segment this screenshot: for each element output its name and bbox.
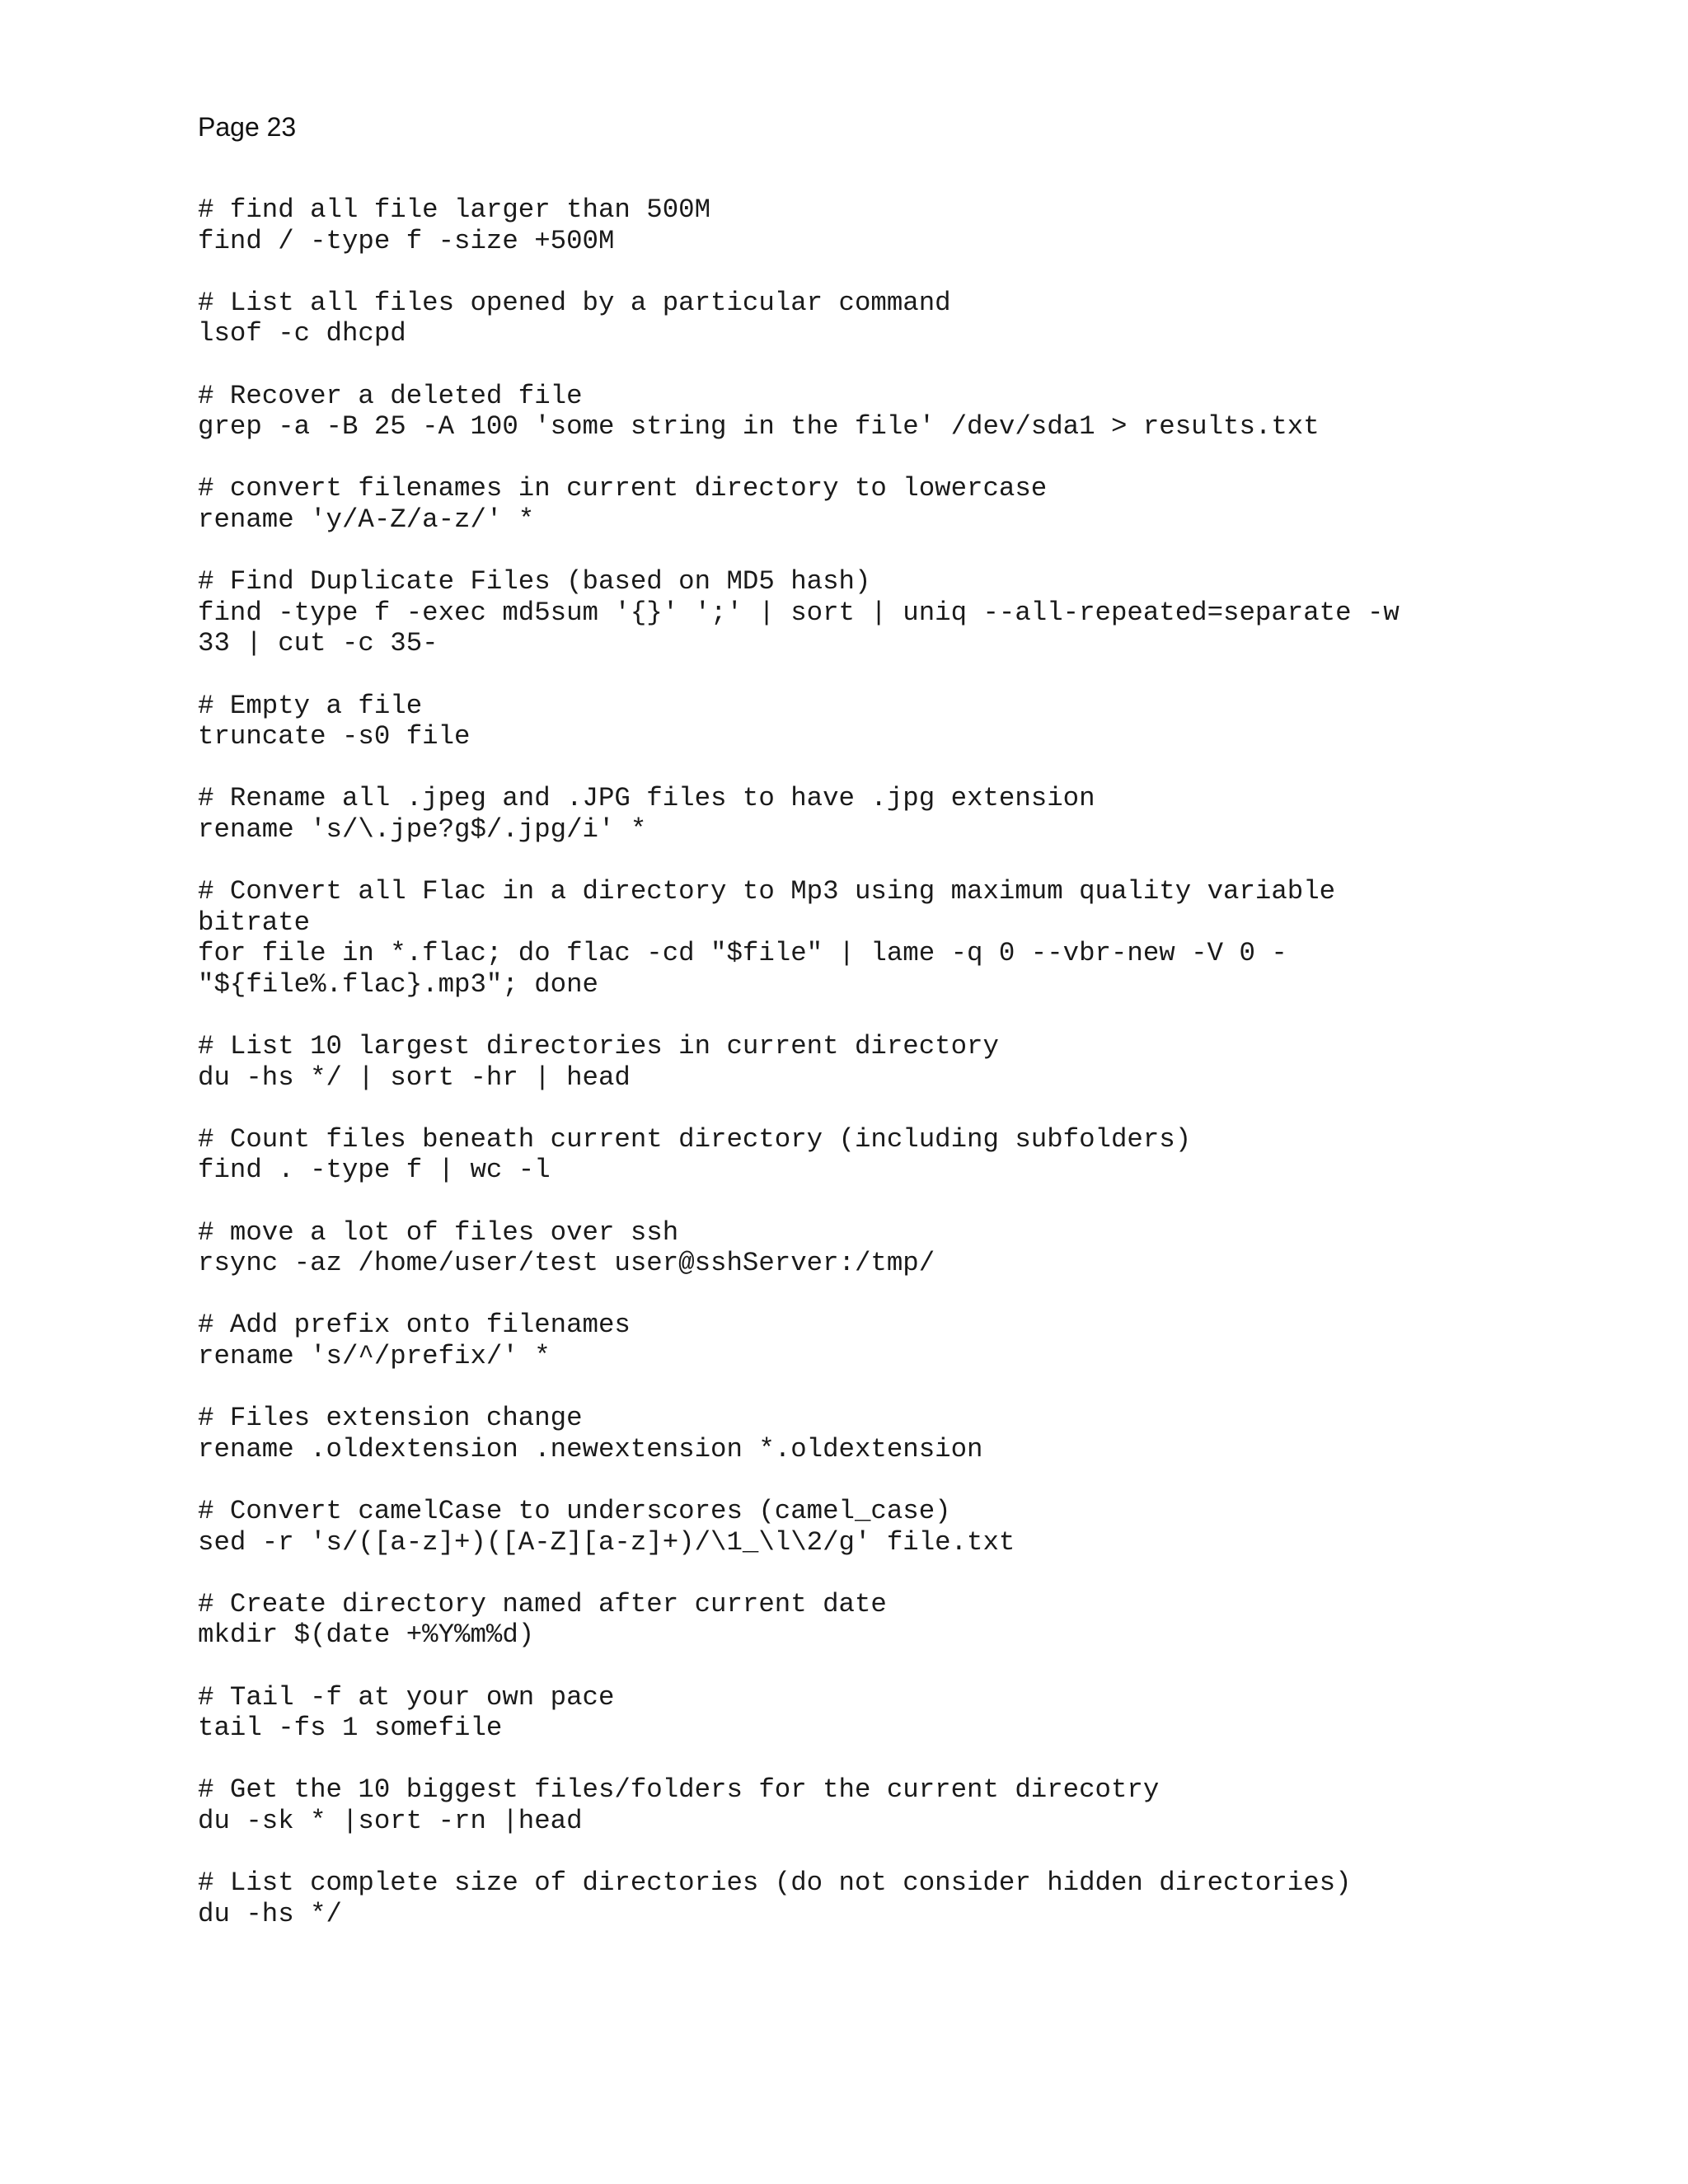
snippet-command: tail -fs 1 somefile	[198, 1713, 503, 1744]
snippet-command: rename 's/^/prefix/' *	[198, 1340, 551, 1371]
snippet-comment: # Empty a file	[198, 690, 423, 721]
snippet-comment-continued: bitrate	[198, 907, 311, 938]
snippet-comment: # List all files opened by a particular command	[198, 287, 951, 318]
snippet-command: grep -a -B 25 -A 100 'some string in the file' /dev/sda1 > results.txt	[198, 411, 1320, 443]
snippet	[198, 1682, 1648, 1744]
page-number-header: Page 23	[198, 112, 297, 142]
snippet-comment: # Count files beneath current directory (including subfolders)	[198, 1123, 1192, 1155]
snippet-command: find / -type f -size +500M	[198, 225, 615, 256]
snippet	[198, 1403, 1648, 1465]
snippet-comment: # move a lot of files over ssh	[198, 1216, 679, 1248]
snippet-comment: # List 10 largest directories in current directory	[198, 1031, 999, 1062]
snippet	[198, 566, 1648, 659]
snippet-command: rsync -az /home/user/test user@sshServer:/tmp/	[198, 1248, 935, 1279]
snippet-command: mkdir $(date +%Y%m%d)	[198, 1619, 535, 1651]
snippet-command: du -hs */ | sort -hr | head	[198, 1062, 631, 1093]
snippet-command: lsof -c dhcpd	[198, 318, 406, 349]
snippet-command: rename 's/\.jpe?g$/.jpg/i' *	[198, 813, 647, 845]
snippet	[198, 288, 1648, 349]
snippet-comment: # Add prefix onto filenames	[198, 1310, 631, 1341]
snippet-comment: # Tail -f at your own pace	[198, 1681, 615, 1713]
snippet	[198, 473, 1648, 535]
snippet-command-continued: "${file%.flac}.mp3"; done	[198, 968, 598, 1000]
snippet-comment: # Rename all .jpeg and .JPG files to have .jpg extension	[198, 783, 1095, 814]
snippet	[198, 1589, 1648, 1651]
snippet-comment: # List complete size of directories (do not consider hidden directories)	[198, 1868, 1352, 1899]
snippet	[198, 783, 1648, 845]
snippet-command: rename .oldextension .newextension *.oldextension	[198, 1433, 983, 1465]
snippet-comment: # Get the 10 biggest files/folders for the current direcotry	[198, 1774, 1160, 1806]
snippet	[198, 1124, 1648, 1186]
snippet	[198, 1774, 1648, 1836]
snippet-command: sed -r 's/([a-z]+)([A-Z][a-z]+)/\1_\l\2/g' file.txt	[198, 1526, 1015, 1558]
snippet-comment: # Create directory named after current date	[198, 1588, 887, 1619]
snippet	[198, 691, 1648, 752]
snippet-comment: # Recover a deleted file	[198, 380, 583, 411]
snippet-comment: # Files extension change	[198, 1403, 583, 1434]
snippet-comment: # Convert camelCase to underscores (camel_case)	[198, 1495, 951, 1526]
snippet-command: truncate -s0 file	[198, 721, 471, 752]
snippet	[198, 1217, 1648, 1279]
snippet-command: for file in *.flac; do flac -cd "$file" | lame -q 0 --vbr-new -V 0 -	[198, 938, 1287, 969]
snippet-command: du -sk * |sort -rn |head	[198, 1805, 583, 1836]
snippet	[198, 1868, 1648, 1929]
snippet	[198, 381, 1648, 443]
snippet	[198, 1310, 1648, 1371]
snippet-command: find . -type f | wc -l	[198, 1155, 551, 1186]
snippet	[198, 1496, 1648, 1558]
snippet-comment: # find all file larger than 500M	[198, 194, 711, 225]
snippet-comment: # Find Duplicate Files (based on MD5 hash)	[198, 566, 871, 598]
snippet-comment: # convert filenames in current directory to lowercase	[198, 473, 1048, 504]
snippet	[198, 1031, 1648, 1093]
snippet-command: find -type f -exec md5sum '{}' ';' | sort | uniq --all-repeated=separate -w	[198, 597, 1400, 628]
snippet	[198, 876, 1648, 1000]
snippet-command: rename 'y/A-Z/a-z/' *	[198, 504, 535, 535]
snippet-comment: # Convert all Flac in a directory to Mp3 using maximum quality variable	[198, 876, 1336, 907]
snippet-command: du -hs */	[198, 1898, 342, 1929]
snippet-command-continued: 33 | cut -c 35-	[198, 628, 438, 659]
command-snippets	[198, 194, 1648, 1961]
snippet	[198, 194, 1648, 256]
